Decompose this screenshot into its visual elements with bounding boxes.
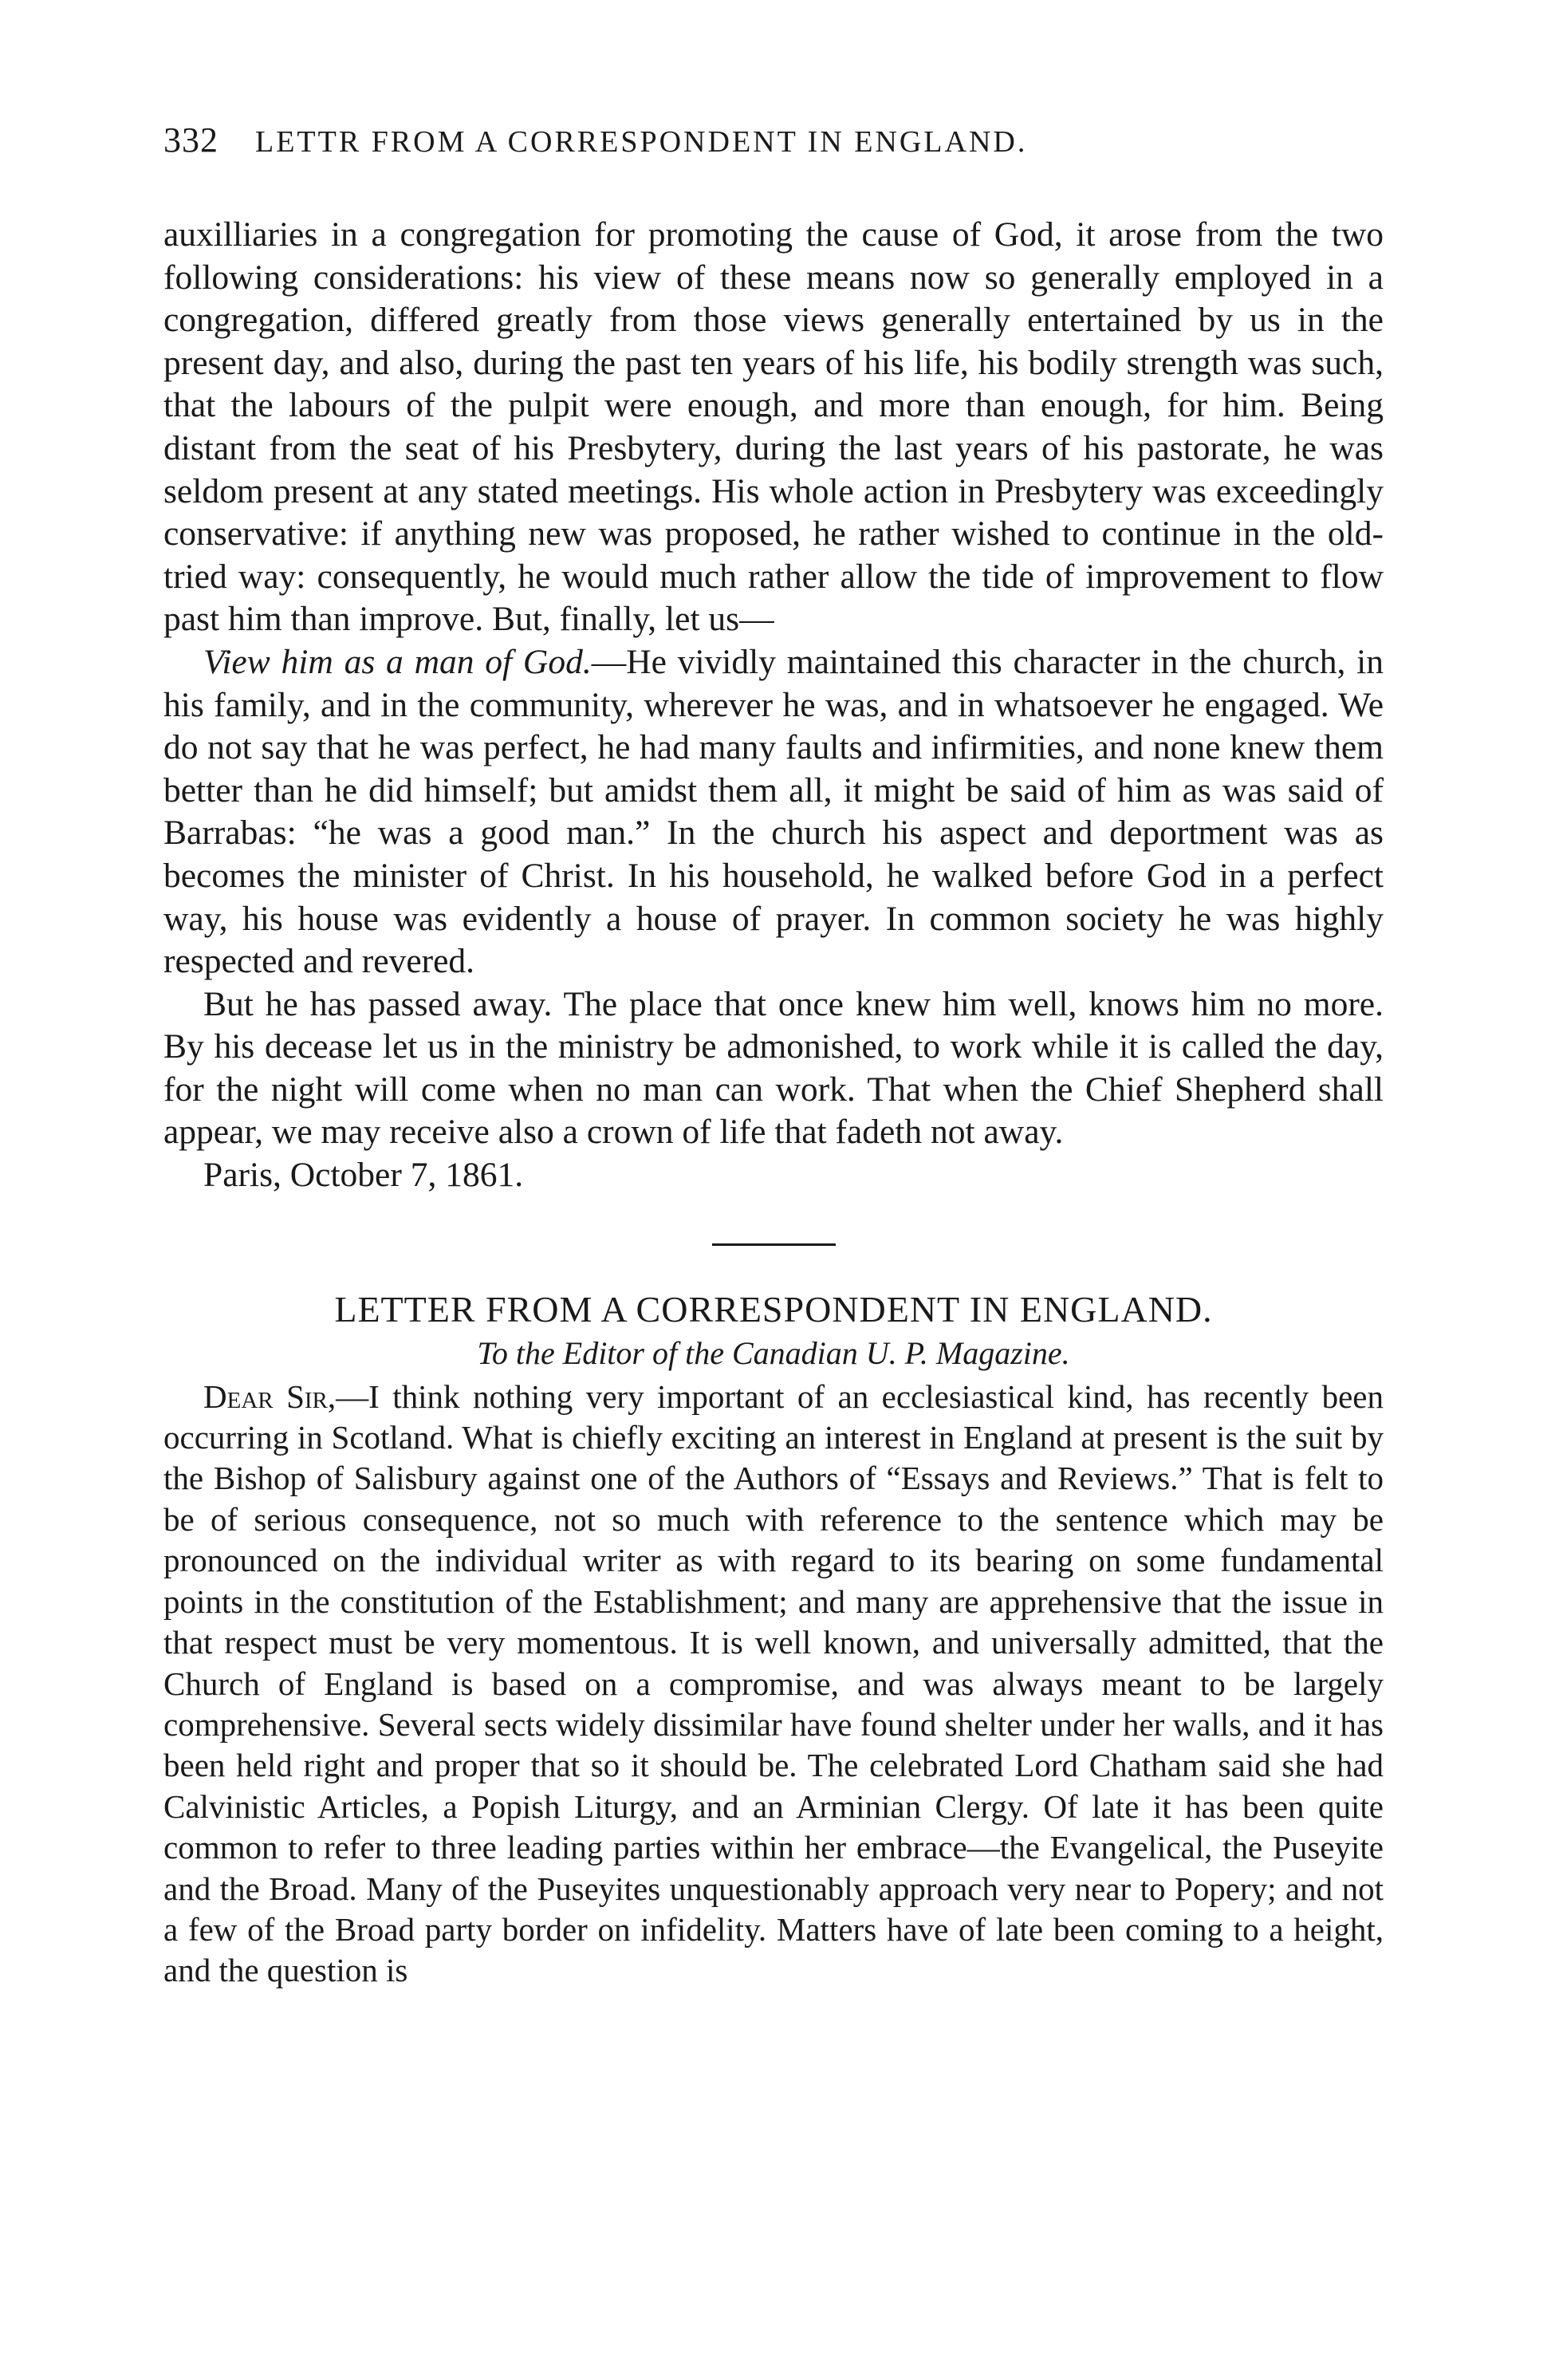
salutation: Dear Sir, <box>203 1377 337 1415</box>
running-title: LETTR FROM A CORRESPONDENT IN ENGLAND. <box>255 125 1028 159</box>
obituary-text <box>163 214 1384 1197</box>
dateline: Paris, October 7, 1861. <box>203 1156 524 1195</box>
section-divider <box>712 1243 836 1246</box>
obituary-paragraph-2 <box>163 641 1384 983</box>
letter-paragraph-text: —I think nothing very important of an ecclesiastical kind, has recently been occurring in Scotland. What is chiefly exciting an interest in England at present is the suit by the Bishop of Salisbury against one of the Authors of “Essays and Reviews.” That is felt to be of serious consequence, not so much with reference to the sentence which may be pronounced on the individual writer as with regard to its bearing on some fundamental points in the constitution of the Establishment; and many are apprehensive that the issue in that respect must be very momentous. It is well known, and universally admitted, that the Church of England is based on a compromise, and was always meant to be largely comprehensive. Several sects widely dissimilar have found shelter under her walls, and it has been held right and proper that so it should be. The celebrated Lord Chatham said she had Calvinistic Articles, a Popish Liturgy, and an Arminian Clergy. Of late it has been quite common to refer to three leading parties within her embrace—the Evangelical, the Puseyite and the Broad. Many of the Puseyites unquestionably approach very near to Popery; and not a few of the Broad party border on infidelity. Matters have of late been coming to a height, and the question is <box>163 1377 1384 1989</box>
obituary-paragraph-1: auxilliaries in a congregation for promoting the cause of God, it arose from the two following considerations: his view of these means now so generally employed in a congregation, differed greatly from those views generally entertained by us in the present day, and also, during the past ten years of his life, his bodily strength was such, that the labours of the pulpit were enough, and more than enough, for him. Being distant from the seat of his Presbytery, during the last years of his pastorate, he was seldom present at any stated meetings. His whole action in Presbytery was exceedingly conservative: if anything new was proposed, he rather wished to continue in the old-tried way: consequently, he would much rather allow the tide of improvement to flow past him than improve. But, finally, let us— <box>163 215 1384 639</box>
page-number: 332 <box>163 120 218 160</box>
running-head <box>163 120 1384 167</box>
page <box>163 120 1384 1992</box>
obituary-paragraph-3: But he has passed away. The place that once knew him well, knows him no more. By his decease let us in the ministry be admonished, to work while it is called the day, for the night will come when no man can work. That when the Chief Shepherd shall appear, we may receive also a crown of life that fadeth not away. <box>163 984 1384 1152</box>
letter-subtitle: To the Editor of the Canadian U. P. Magazine. <box>477 1334 1070 1371</box>
obituary-paragraph-2-text: —He vividly maintained this character in the church, in his family, and in the community, wherever he was, and in whatsoever he engaged. We do not say that he was perfect, he had many faults and infirmities, and none knew them better than he did himself; but amidst them all, it might be said of him as was said of Barrabas: “he was a good man.” In the church his aspect and deportment was as becomes the minister of Christ. In his household, he walked before God in a perfect way, his house was evidently a house of prayer. In common society he was highly respected and revered. <box>163 642 1384 981</box>
paragraph-lead-in: View him as a man of God. <box>203 642 592 681</box>
letter-body <box>163 1377 1384 1992</box>
letter-title: LETTER FROM A CORRESPONDENT IN ENGLAND. <box>334 1288 1213 1330</box>
letter-paragraph <box>163 1377 1384 1992</box>
